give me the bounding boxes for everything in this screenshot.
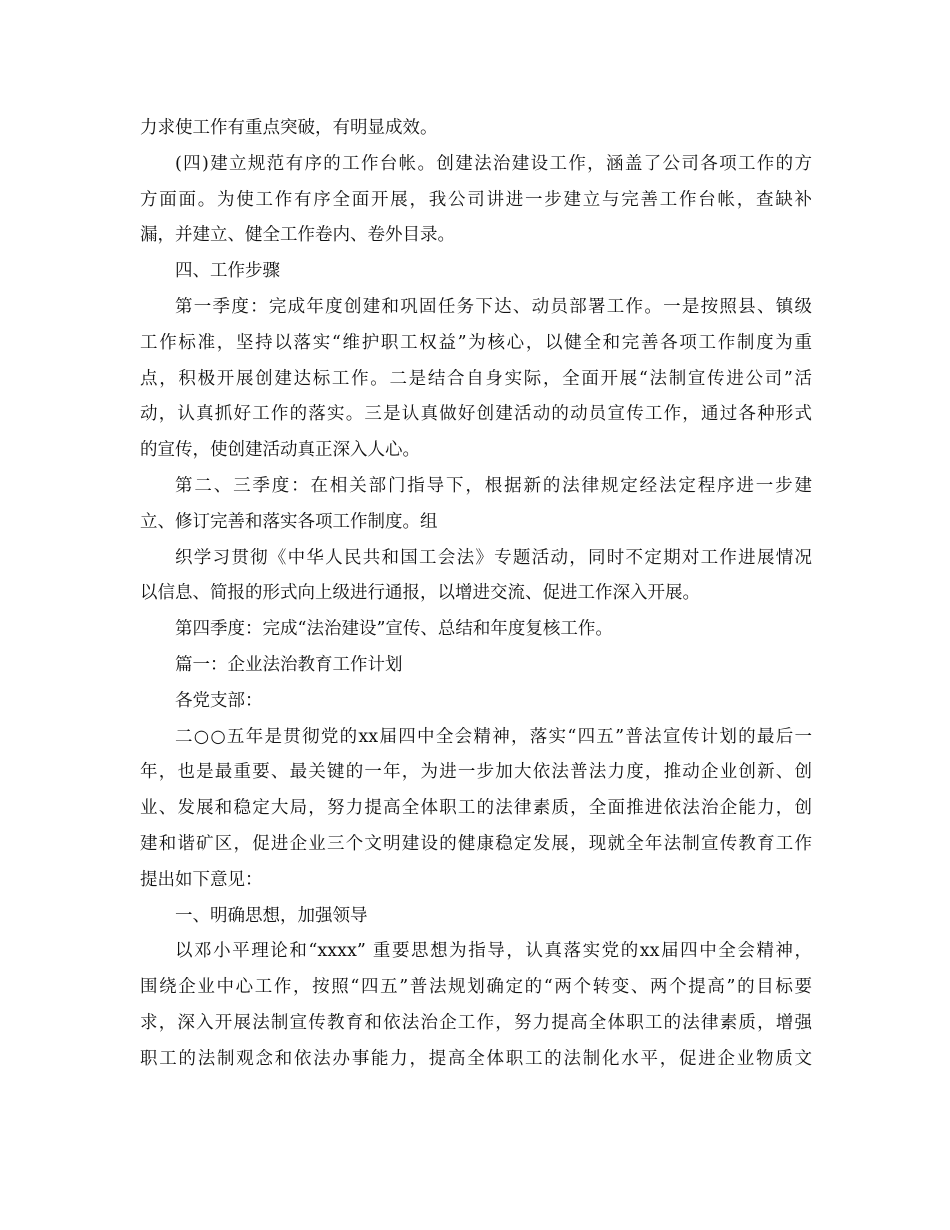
text-line: 以邓小平理论和“xxxx” 重要思想为指导，认真落实党的xx届四中全会精神， [175,941,812,962]
salutation: 各党支部： [175,690,263,711]
text-line: 动，认真抓好工作的落实。三是认真做好创建活动的动员宣传工作，通过各种形式 [140,404,812,425]
text-line: 第一季度：完成年度创建和巩固任务下达、动员部署工作。一是按照县、镇级 [175,296,812,317]
section-heading: 一、明确思想，加强领导 [175,905,368,926]
text-line: 力求使工作有重点突破，有明显成效。 [140,118,438,138]
section-heading: 篇一：企业法治教育工作计划 [175,654,403,675]
text-line: 方面面。为使工作有序全面开展，我公司讲进一步建立与完善工作台帐，查缺补 [140,189,812,210]
text-line: 点，积极开展创建达标工作。二是结合自身实际，全面开展“法制宣传进公司”活 [140,368,812,389]
text-line: 漏，并建立、健全工作卷内、卷外目录。 [140,225,455,246]
section-heading: 四、工作步骤 [175,261,280,282]
text-line: 求，深入开展法制宣传教育和依法治企工作，努力提高全体职工的法律素质，增强 [140,1012,812,1033]
text-line: 建和谐矿区，促进企业三个文明建设的健康稳定发展，现就全年法制宣传教育工作 [140,833,812,854]
text-line: 职工的法制观念和依法办事能力，提高全体职工的法制化水平，促进企业物质文 [140,1048,812,1069]
text-line: 年，也是最重要、最关键的一年，为进一步加大依法普法力度，推动企业创新、创 [140,762,812,783]
document-body [140,111,812,1078]
text-line: 二○○五年是贯彻党的xx届四中全会精神，落实“四五”普法宣传计划的最后一 [175,726,812,747]
text-line: 第二、三季度：在相关部门指导下，根据新的法律规定经法定程序进一步建 [175,475,812,496]
text-line: 第四季度：完成“法治建设”宣传、总结和年度复核工作。 [175,619,613,640]
text-line: 织学习贯彻《中华人民共和国工会法》专题活动，同时不定期对工作进展情况 [175,547,812,568]
text-line: 围绕企业中心工作，按照“四五”普法规划确定的“两个转变、两个提高”的目标要 [140,977,812,998]
text-line: 业、发展和稳定大局，努力提高全体职工的法律素质，全面推进依法治企能力，创 [140,798,812,819]
text-line: 提出如下意见： [140,869,263,890]
text-line: 工作标准，坚持以落实“维护职工权益”为核心，以健全和完善各项工作制度为重 [140,332,812,353]
text-line: (四)建立规范有序的工作台帐。创建法治建设工作，涵盖了公司各项工作的方 [175,153,812,174]
text-line: 以信息、简报的形式向上级进行通报，以增进交流、促进工作深入开展。 [140,583,700,604]
text-line: 的宣传，使创建活动真正深入人心。 [140,440,420,461]
text-line: 立、修订完善和落实各项工作制度。组 [140,511,438,532]
